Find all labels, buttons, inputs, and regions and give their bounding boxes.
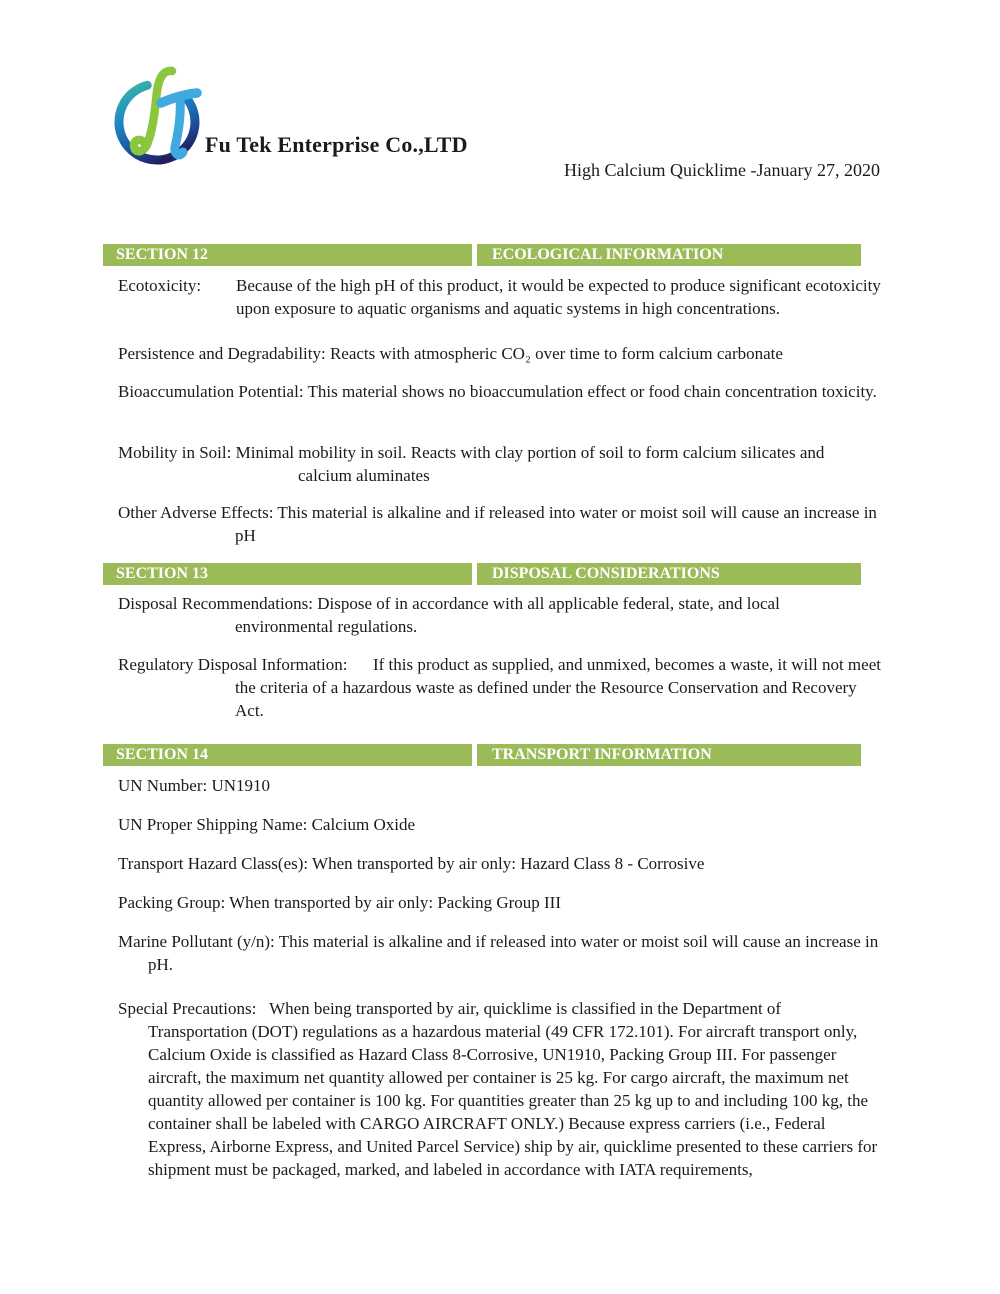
ecotoxicity-text: Because of the high pH of this product, it would be expected to produce significant ecotoxicity upon exposure to aquatic organisms and aquatic systems in high concentrations.: [236, 276, 881, 318]
section-14-title: TRANSPORT INFORMATION: [477, 744, 861, 766]
packing-group-paragraph: Packing Group: When transported by air only: Packing Group III: [118, 893, 562, 912]
section-13-label: SECTION 13: [103, 563, 477, 585]
other-adverse-effects-paragraph: Other Adverse Effects: This material is alkaline and if released into water or moist soil will cause an increase in pH: [118, 503, 877, 545]
section-12-header-bar: [103, 244, 861, 266]
mobility-in-soil-paragraph: Mobility in Soil: Minimal mobility in soil. Reacts with clay portion of soil to form calcium silicates and calcium aluminates: [118, 443, 825, 485]
transport-hazard-class-paragraph: Transport Hazard Class(es): When transported by air only: Hazard Class 8 - Corrosive: [118, 854, 705, 873]
special-precautions-paragraph: Special Precautions: When being transported by air, quicklime is classified in the Department of Transportation (DOT) regulations as a hazardous material (49 CFR 172.101). For aircraft transport only, Calcium Oxide is classified as Hazard Class 8-Corrosive, UN1910, Packing Group III. For passenger aircraft, the maximum net quantity allowed per container is 25 kg. For cargo aircraft, the maximum net quantity allowed per container is 100 kg. For quantities greater than 25 kg up to and including 100 kg, the container shall be labeled with CARGO AIRCRAFT ONLY.) Because express carriers (i.e., Federal Express, Airborne Express, and United Parcel Service) ship by air, quicklime presented to these carriers for shipment must be packaged, marked, and labeled in accordance with IATA requirements,: [118, 999, 878, 1179]
section-12-label: SECTION 12: [103, 244, 477, 266]
ecotoxicity-label: Ecotoxicity:: [118, 276, 202, 295]
regulatory-disposal-paragraph: Regulatory Disposal Information: If this product as supplied, and unmixed, becomes a waste, it will not meet the criteria of a hazardous waste as defined under the Resource Conservation and Recovery Act.: [118, 655, 881, 720]
section-13-title: DISPOSAL CONSIDERATIONS: [477, 563, 861, 585]
persistence-degradability-paragraph: Persistence and Degradability: Reacts with atmospheric CO₂ over time to form calcium carbonate: [118, 344, 783, 363]
marine-pollutant-paragraph: Marine Pollutant (y/n): This material is alkaline and if released into water or moist soil will cause an increase in pH.: [118, 932, 879, 974]
ecotoxicity-paragraph: [118, 274, 882, 320]
company-logo: [110, 60, 208, 182]
document-header: [0, 0, 1000, 244]
company-name: Fu Tek Enterprise Co.,LTD: [205, 132, 468, 157]
section-13-header-bar: [103, 563, 861, 585]
fu-tek-logo-icon: [110, 60, 208, 182]
document-title: High Calcium Quicklime -January 27, 2020: [564, 160, 880, 180]
un-number-paragraph: UN Number: UN1910: [118, 776, 271, 795]
bioaccumulation-paragraph: Bioaccumulation Potential: This material shows no bioaccumulation effect or food chain concentration toxicity.: [118, 382, 877, 401]
section-14-header-bar: [103, 744, 861, 766]
section-12-title: ECOLOGICAL INFORMATION: [477, 244, 861, 266]
disposal-recommendations-paragraph: Disposal Recommendations: Dispose of in accordance with all applicable federal, state, and local environmental regulations.: [118, 594, 780, 636]
un-shipping-name-paragraph: UN Proper Shipping Name: Calcium Oxide: [118, 815, 415, 834]
section-14-label: SECTION 14: [103, 744, 477, 766]
document-body: [0, 244, 1000, 1181]
